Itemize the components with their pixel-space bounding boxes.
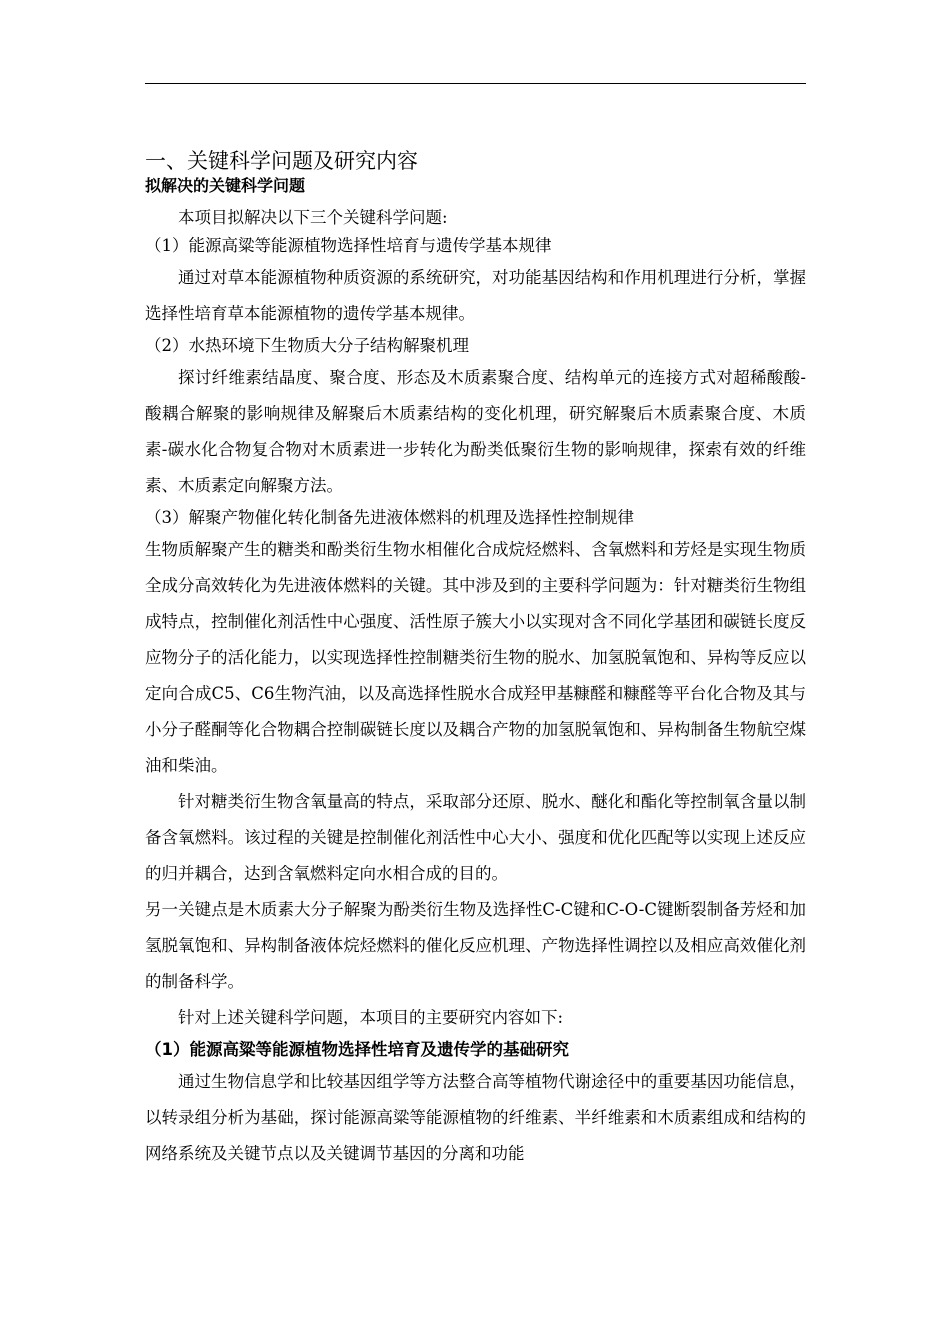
research-1-text: 通过生物信息学和比较基因组学等方法整合高等植物代谢途径中的重要基因功能信息，以转录组分析为基础，探讨能源高粱等能源植物的纤维素、半纤维素和木质素组成和结构的网络系统及关键节点以及关键调节基因的分离和功能 [145, 1072, 806, 1163]
question-3-title: （3）解聚产物催化转化制备先进液体燃料的机理及选择性控制规律 [145, 508, 634, 527]
intro-paragraph: 本项目拟解决以下三个关键科学问题: [178, 208, 448, 227]
question-3-text-3: 另一关键点是木质素大分子解聚为酚类衍生物及选择性C-C键和C-O-C键断裂制备芳烃和加氢脱氧饱和、异构制备液体烷烃燃料的催化反应机理、产物选择性调控以及相应高效催化剂的制备科学。 [145, 900, 806, 991]
document-body [145, 148, 806, 1172]
question-2-title: （2）水热环境下生物质大分子结构解聚机理 [145, 336, 469, 355]
question-2-text: 探讨纤维素结晶度、聚合度、形态及木质素聚合度、结构单元的连接方式对超稀酸酸-酸耦合解聚的影响规律及解聚后木质素结构的变化机理，研究解聚后木质素聚合度、木质素-碳水化合物复合物对木质素进一步转化为酚类低聚衍生物的影响规律，探索有效的纤维素、木质素定向解聚方法。 [145, 368, 806, 495]
subsection-heading: 拟解决的关键科学问题 [145, 176, 306, 195]
question-1-text: 通过对草本能源植物种质资源的系统研究，对功能基因结构和作用机理进行分析，掌握选择性培育草本能源植物的遗传学基本规律。 [145, 268, 806, 323]
question-3-text-1: 生物质解聚产生的糖类和酚类衍生物水相催化合成烷烃燃料、含氧燃料和芳烃是实现生物质全成分高效转化为先进液体燃料的关键。其中涉及到的主要科学问题为：针对糖类衍生物组成特点，控制催化剂活性中心强度、活性原子簇大小以实现对含不同化学基团和碳链长度反应物分子的活化能力，以实现选择性控制糖类衍生物的脱水、加氢脱氧饱和、异构等反应以定向合成C5、C6生物汽油，以及高选择性脱水合成羟甲基糠醛和糠醛等平台化合物及其与小分子醛酮等化合物耦合控制碳链长度以及耦合产物的加氢脱氧饱和、异构制备生物航空煤油和柴油。 [145, 540, 806, 775]
section-heading: 一、关键科学问题及研究内容 [145, 149, 418, 173]
header-rule [145, 83, 806, 84]
question-3-text-2: 针对糖类衍生物含氧量高的特点，采取部分还原、脱水、醚化和酯化等控制氧含量以制备含氧燃料。该过程的关键是控制催化剂活性中心大小、强度和优化匹配等以实现上述反应的归并耦合，达到含氧燃料定向水相合成的目的。 [145, 792, 806, 883]
question-1-title: （1）能源高粱等能源植物选择性培育与遗传学基本规律 [145, 236, 552, 255]
research-intro: 针对上述关键科学问题，本项目的主要研究内容如下: [178, 1008, 564, 1027]
research-1-title: （1）能源高粱等能源植物选择性培育及遗传学的基础研究 [145, 1040, 569, 1059]
